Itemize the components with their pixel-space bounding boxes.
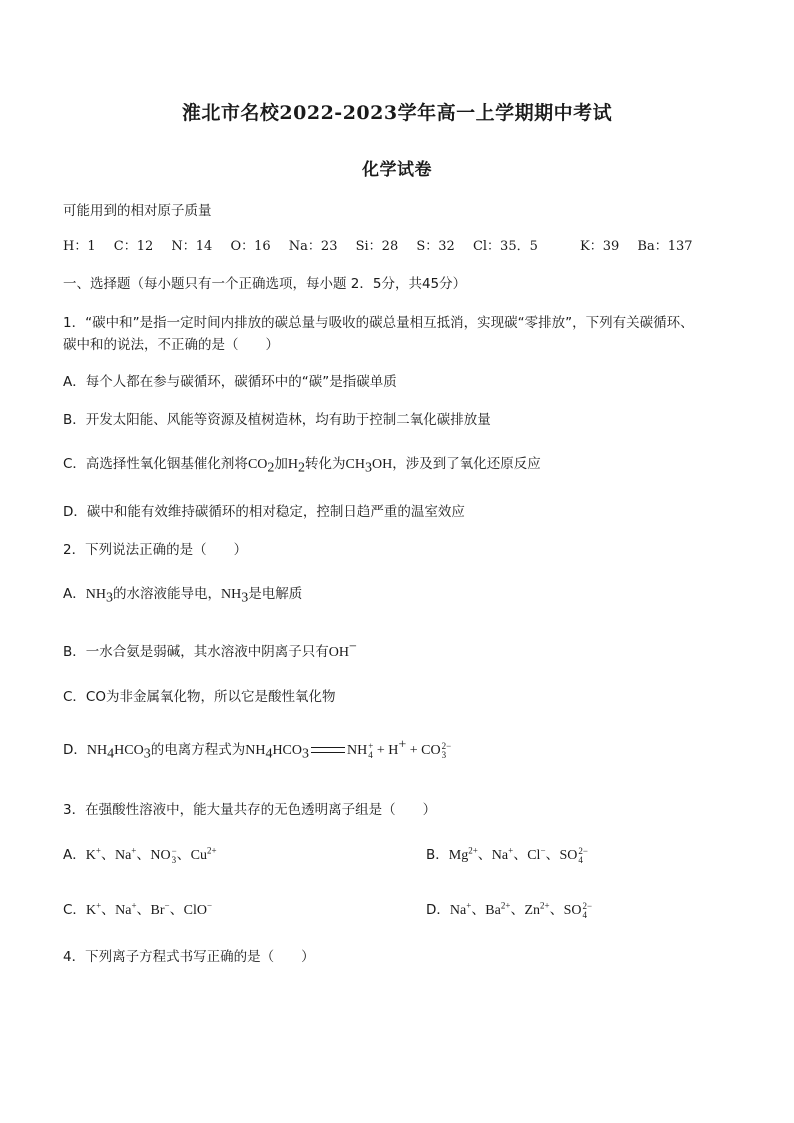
mass-item: S：32 [416,239,455,254]
exam-subject: 化学试卷 [362,160,432,180]
mass-item: Si：28 [355,239,399,254]
exam-title: 淮北市名校2022-2023学年高一上学期期中考试 [181,102,613,124]
q1-option-c: C．高选择性氧化铟基催化剂将$CO_2$加$H_2$转化为$CH_3OH$，涉及到了氧化还原反应 [63,456,541,476]
q1-stem-line2: 碳中和的说法，不正确的是（ ） [63,337,279,353]
mass-item: C：12 [113,239,154,254]
q2-option-c: C．CO为非金属氧化物，所以它是酸性氧化物 [63,689,336,705]
mass-item: Ba：137 [637,239,693,254]
q3-option-a: A．K+、Na+、NO − 3 、$Cu^{2+}$ [63,845,217,865]
q3-option-c: C．K+、Na+、Br−、ClO− [63,900,213,918]
q1-option-d: D．碳中和能有效维持碳循环的相对稳定，控制日趋严重的温室效应 [63,504,465,520]
section-heading: 一、选择题（每小题只有一个正确选项，每小题 2．5分，共45分） [63,276,467,292]
q1-option-b: B．开发太阳能、风能等资源及植树造林，均有助于控制二氧化碳排放量 [63,412,491,428]
mass-item: N：14 [171,239,213,254]
mass-item: Na：23 [288,239,338,254]
atomic-mass-label: 可能用到的相对原子质量 [63,203,212,219]
mass-item: O：16 [230,239,271,254]
mass-item: Cl：35．5 [472,239,538,254]
mass-item: H：1 [63,239,96,254]
q1-stem-line1: 1．“碳中和”是指一定时间内排放的碳总量与吸收的碳总量相互抵消，实现碳“零排放”，下列有关碳循环、 [63,315,694,331]
mass-item: K：39 [580,239,620,254]
atomic-mass-list [63,238,707,256]
q3-stem: 3．在强酸性溶液中，能大量共存的无色透明离子组是（ ） [63,802,437,818]
q3-option-b: B．$Mg^{2+}$、Na+、Cl−、SO 2− 4 [426,845,588,865]
q3-option-d: D．Na+、$Ba^{2+}$、$Zn^{2+}$、SO 2− 4 [426,900,593,920]
q2-stem: 2．下列说法正确的是（ ） [63,542,248,558]
q2-option-a: A．$NH_3$的水溶液能导电，$NH_3$是电解质 [63,586,303,606]
q2-option-d: D．$NH_4HCO_3$的电离方程式为$NH_4HCO_3$ NH + 4 + H+ + CO 2− 3 [63,737,452,762]
q4-stem: 4．下列离子方程式书写正确的是（ ） [63,949,315,965]
equals-sign [311,747,345,753]
q1-option-a: A．每个人都在参与碳循环，碳循环中的“碳”是指碳单质 [63,374,397,390]
q2-option-b: B．一水合氨是弱碱，其水溶液中阴离子只有OH− [63,639,357,660]
